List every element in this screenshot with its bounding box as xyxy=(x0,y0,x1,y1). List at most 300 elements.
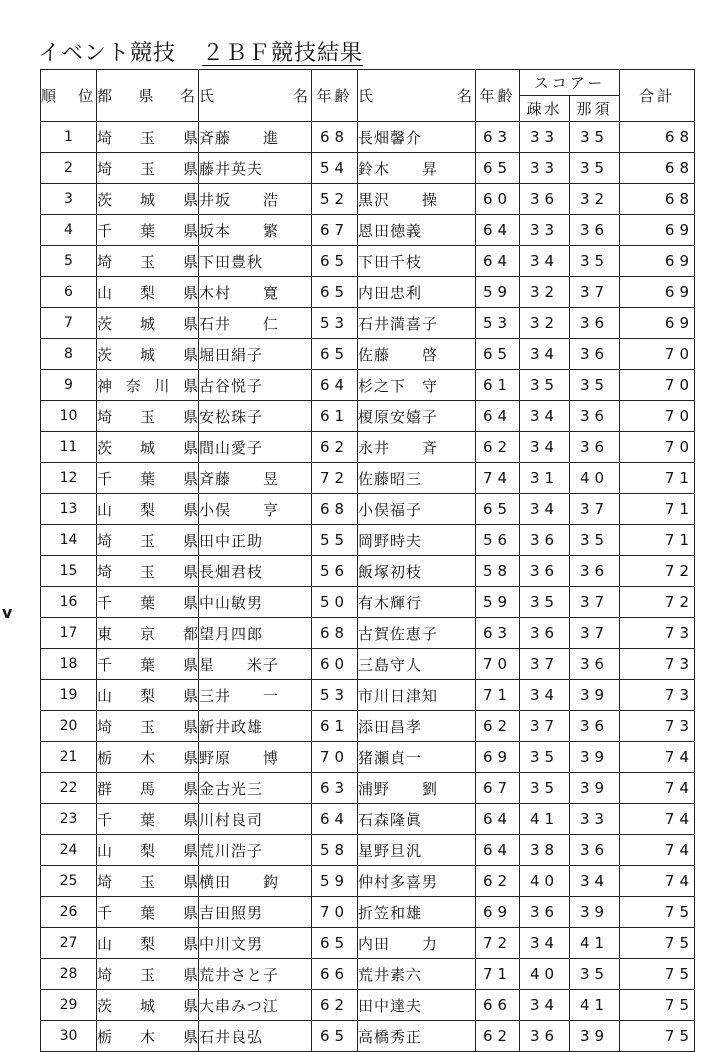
rank-cell: 3 xyxy=(41,184,97,215)
score-1-cell: 33 xyxy=(520,122,570,153)
table-row xyxy=(41,277,695,308)
prefecture-cell: 山梨県 xyxy=(97,928,199,959)
name-2-cell: 佐藤昭三 xyxy=(358,463,476,494)
age-1-cell: 65 xyxy=(312,277,358,308)
prefecture-cell: 茨城県 xyxy=(97,184,199,215)
total-cell: 70 xyxy=(620,339,695,370)
name-2-cell: 浦野 劉 xyxy=(358,773,476,804)
total-cell: 74 xyxy=(620,742,695,773)
prefecture-cell: 埼玉県 xyxy=(97,556,199,587)
header-score: スコアー xyxy=(520,70,620,96)
age-1-cell: 66 xyxy=(312,959,358,990)
total-cell: 72 xyxy=(620,587,695,618)
age-2-cell: 62 xyxy=(476,432,520,463)
score-1-cell: 34 xyxy=(520,928,570,959)
table-row xyxy=(41,649,695,680)
age-1-cell: 64 xyxy=(312,370,358,401)
score-2-cell: 36 xyxy=(570,339,620,370)
prefecture-cell: 茨城県 xyxy=(97,339,199,370)
age-1-cell: 56 xyxy=(312,556,358,587)
table-row xyxy=(41,370,695,401)
name-1-cell: 望月四郎 xyxy=(199,618,312,649)
name-1-cell: 下田豊秋 xyxy=(199,246,312,277)
rank-cell: 6 xyxy=(41,277,97,308)
name-2-cell: 有木輝行 xyxy=(358,587,476,618)
table-row xyxy=(41,215,695,246)
name-2-cell: 荒井素六 xyxy=(358,959,476,990)
name-2-cell: 岡野時夫 xyxy=(358,525,476,556)
score-1-cell: 36 xyxy=(520,618,570,649)
age-1-cell: 65 xyxy=(312,1021,358,1052)
rank-cell: 17 xyxy=(41,618,97,649)
age-2-cell: 70 xyxy=(476,649,520,680)
name-2-cell: 市川日津知 xyxy=(358,680,476,711)
score-1-cell: 34 xyxy=(520,680,570,711)
rank-cell: 12 xyxy=(41,463,97,494)
header-total: 合計 xyxy=(620,70,695,122)
table-row xyxy=(41,835,695,866)
score-2-cell: 39 xyxy=(570,773,620,804)
name-1-cell: 坂本 繁 xyxy=(199,215,312,246)
age-2-cell: 69 xyxy=(476,897,520,928)
age-2-cell: 64 xyxy=(476,246,520,277)
total-cell: 73 xyxy=(620,680,695,711)
header-age-1: 年齢 xyxy=(312,70,358,122)
table-row xyxy=(41,432,695,463)
age-1-cell: 68 xyxy=(312,122,358,153)
name-2-cell: 小俣福子 xyxy=(358,494,476,525)
age-2-cell: 71 xyxy=(476,680,520,711)
total-cell: 71 xyxy=(620,463,695,494)
prefecture-cell: 千葉県 xyxy=(97,215,199,246)
table-row xyxy=(41,897,695,928)
total-cell: 73 xyxy=(620,618,695,649)
total-cell: 73 xyxy=(620,711,695,742)
age-1-cell: 65 xyxy=(312,928,358,959)
score-2-cell: 36 xyxy=(570,649,620,680)
score-2-cell: 35 xyxy=(570,246,620,277)
table-row xyxy=(41,618,695,649)
table-row xyxy=(41,556,695,587)
age-1-cell: 53 xyxy=(312,308,358,339)
rank-cell: 1 xyxy=(41,122,97,153)
prefecture-cell: 埼玉県 xyxy=(97,959,199,990)
score-1-cell: 36 xyxy=(520,184,570,215)
score-1-cell: 33 xyxy=(520,215,570,246)
rank-cell: 4 xyxy=(41,215,97,246)
score-2-cell: 36 xyxy=(570,711,620,742)
score-2-cell: 39 xyxy=(570,742,620,773)
prefecture-cell: 千葉県 xyxy=(97,804,199,835)
age-2-cell: 71 xyxy=(476,959,520,990)
table-row xyxy=(41,525,695,556)
table-row xyxy=(41,401,695,432)
results-table xyxy=(40,69,695,1052)
prefecture-cell: 茨城県 xyxy=(97,308,199,339)
name-1-cell: 星 米子 xyxy=(199,649,312,680)
score-2-cell: 40 xyxy=(570,463,620,494)
prefecture-cell: 埼玉県 xyxy=(97,401,199,432)
total-cell: 73 xyxy=(620,649,695,680)
rank-cell: 24 xyxy=(41,835,97,866)
rank-cell: 27 xyxy=(41,928,97,959)
score-1-cell: 32 xyxy=(520,277,570,308)
total-cell: 72 xyxy=(620,556,695,587)
name-2-cell: 高橋秀正 xyxy=(358,1021,476,1052)
table-row xyxy=(41,804,695,835)
name-1-cell: 田中正助 xyxy=(199,525,312,556)
age-1-cell: 72 xyxy=(312,463,358,494)
table-row xyxy=(41,246,695,277)
name-2-cell: 杉之下 守 xyxy=(358,370,476,401)
name-1-cell: 長畑君枝 xyxy=(199,556,312,587)
score-2-cell: 41 xyxy=(570,928,620,959)
score-1-cell: 40 xyxy=(520,959,570,990)
name-1-cell: 川村良司 xyxy=(199,804,312,835)
name-1-cell: 中川文男 xyxy=(199,928,312,959)
title-main: イベント競技 xyxy=(38,41,177,66)
total-cell: 70 xyxy=(620,432,695,463)
name-2-cell: 下田千枝 xyxy=(358,246,476,277)
score-2-cell: 35 xyxy=(570,959,620,990)
age-2-cell: 64 xyxy=(476,401,520,432)
table-row xyxy=(41,990,695,1021)
name-1-cell: 野原 博 xyxy=(199,742,312,773)
name-2-cell: 長畑馨介 xyxy=(358,122,476,153)
name-2-cell: 飯塚初枝 xyxy=(358,556,476,587)
total-cell: 68 xyxy=(620,184,695,215)
name-1-cell: 石井 仁 xyxy=(199,308,312,339)
age-2-cell: 64 xyxy=(476,835,520,866)
header-rank: 順位 xyxy=(41,70,97,122)
rank-cell: 5 xyxy=(41,246,97,277)
total-cell: 75 xyxy=(620,990,695,1021)
rank-cell: 19 xyxy=(41,680,97,711)
total-cell: 68 xyxy=(620,153,695,184)
name-2-cell: 折笠和雄 xyxy=(358,897,476,928)
rank-cell: 11 xyxy=(41,432,97,463)
score-1-cell: 34 xyxy=(520,339,570,370)
prefecture-cell: 茨城県 xyxy=(97,432,199,463)
name-2-cell: 恩田徳義 xyxy=(358,215,476,246)
age-2-cell: 65 xyxy=(476,153,520,184)
name-1-cell: 横田 鈎 xyxy=(199,866,312,897)
score-2-cell: 36 xyxy=(570,215,620,246)
rank-cell: 25 xyxy=(41,866,97,897)
name-2-cell: 石井満喜子 xyxy=(358,308,476,339)
prefecture-cell: 千葉県 xyxy=(97,587,199,618)
prefecture-cell: 埼玉県 xyxy=(97,153,199,184)
score-2-cell: 37 xyxy=(570,494,620,525)
age-2-cell: 53 xyxy=(476,308,520,339)
prefecture-cell: 群馬県 xyxy=(97,773,199,804)
score-1-cell: 33 xyxy=(520,153,570,184)
name-2-cell: 古賀佐恵子 xyxy=(358,618,476,649)
prefecture-cell: 埼玉県 xyxy=(97,122,199,153)
score-2-cell: 36 xyxy=(570,401,620,432)
rank-cell: 8 xyxy=(41,339,97,370)
score-1-cell: 35 xyxy=(520,773,570,804)
name-2-cell: 内田忠利 xyxy=(358,277,476,308)
table-row xyxy=(41,494,695,525)
rank-cell: 7 xyxy=(41,308,97,339)
score-1-cell: 34 xyxy=(520,246,570,277)
table-row xyxy=(41,928,695,959)
age-1-cell: 70 xyxy=(312,742,358,773)
age-1-cell: 52 xyxy=(312,184,358,215)
table-row xyxy=(41,153,695,184)
age-1-cell: 60 xyxy=(312,649,358,680)
name-2-cell: 添田昌孝 xyxy=(358,711,476,742)
rank-cell: 22 xyxy=(41,773,97,804)
score-2-cell: 37 xyxy=(570,587,620,618)
name-2-cell: 鈴木 昇 xyxy=(358,153,476,184)
prefecture-cell: 栃木県 xyxy=(97,742,199,773)
score-1-cell: 36 xyxy=(520,1021,570,1052)
name-1-cell: 金古光三 xyxy=(199,773,312,804)
score-1-cell: 35 xyxy=(520,587,570,618)
name-1-cell: 安松珠子 xyxy=(199,401,312,432)
header-score-2: 那須 xyxy=(570,96,620,122)
rank-cell: 30 xyxy=(41,1021,97,1052)
age-1-cell: 65 xyxy=(312,246,358,277)
score-1-cell: 36 xyxy=(520,556,570,587)
score-2-cell: 36 xyxy=(570,556,620,587)
total-cell: 74 xyxy=(620,773,695,804)
prefecture-cell: 千葉県 xyxy=(97,463,199,494)
score-1-cell: 34 xyxy=(520,401,570,432)
name-1-cell: 古谷悦子 xyxy=(199,370,312,401)
prefecture-cell: 千葉県 xyxy=(97,649,199,680)
age-2-cell: 61 xyxy=(476,370,520,401)
age-2-cell: 69 xyxy=(476,742,520,773)
name-1-cell: 吉田照男 xyxy=(199,897,312,928)
total-cell: 74 xyxy=(620,866,695,897)
age-1-cell: 55 xyxy=(312,525,358,556)
name-1-cell: 藤井英夫 xyxy=(199,153,312,184)
score-2-cell: 33 xyxy=(570,804,620,835)
rank-cell: 13 xyxy=(41,494,97,525)
name-2-cell: 猪瀬貞一 xyxy=(358,742,476,773)
name-2-cell: 三島守人 xyxy=(358,649,476,680)
name-1-cell: 大串みつ江 xyxy=(199,990,312,1021)
rank-cell: 14 xyxy=(41,525,97,556)
name-1-cell: 木村 寛 xyxy=(199,277,312,308)
score-2-cell: 39 xyxy=(570,897,620,928)
total-cell: 70 xyxy=(620,401,695,432)
prefecture-cell: 茨城県 xyxy=(97,990,199,1021)
score-1-cell: 34 xyxy=(520,494,570,525)
score-2-cell: 37 xyxy=(570,277,620,308)
header-score-1: 疎水 xyxy=(520,96,570,122)
age-1-cell: 61 xyxy=(312,401,358,432)
score-2-cell: 34 xyxy=(570,866,620,897)
age-2-cell: 60 xyxy=(476,184,520,215)
total-cell: 69 xyxy=(620,308,695,339)
table-row xyxy=(41,866,695,897)
page-title xyxy=(38,40,363,68)
table-row xyxy=(41,773,695,804)
rank-cell: 16 xyxy=(41,587,97,618)
prefecture-cell: 埼玉県 xyxy=(97,525,199,556)
header-row-top xyxy=(41,70,695,96)
age-2-cell: 65 xyxy=(476,494,520,525)
prefecture-cell: 山梨県 xyxy=(97,680,199,711)
score-2-cell: 39 xyxy=(570,1021,620,1052)
name-1-cell: 中山敏男 xyxy=(199,587,312,618)
rank-cell: 20 xyxy=(41,711,97,742)
score-1-cell: 40 xyxy=(520,866,570,897)
name-1-cell: 斉藤 進 xyxy=(199,122,312,153)
score-1-cell: 36 xyxy=(520,897,570,928)
total-cell: 69 xyxy=(620,246,695,277)
score-1-cell: 38 xyxy=(520,835,570,866)
age-2-cell: 64 xyxy=(476,215,520,246)
table-row xyxy=(41,742,695,773)
name-1-cell: 荒井さと子 xyxy=(199,959,312,990)
total-cell: 75 xyxy=(620,959,695,990)
rank-cell: 26 xyxy=(41,897,97,928)
table-row xyxy=(41,587,695,618)
score-1-cell: 34 xyxy=(520,990,570,1021)
score-1-cell: 34 xyxy=(520,432,570,463)
total-cell: 75 xyxy=(620,1021,695,1052)
rank-cell: 9 xyxy=(41,370,97,401)
age-1-cell: 58 xyxy=(312,835,358,866)
header-name-1: 氏 名 xyxy=(199,70,312,122)
age-1-cell: 64 xyxy=(312,804,358,835)
name-2-cell: 石森隆眞 xyxy=(358,804,476,835)
prefecture-cell: 埼玉県 xyxy=(97,711,199,742)
prefecture-cell: 埼玉県 xyxy=(97,246,199,277)
age-1-cell: 62 xyxy=(312,432,358,463)
score-2-cell: 41 xyxy=(570,990,620,1021)
age-2-cell: 62 xyxy=(476,711,520,742)
rank-cell: 28 xyxy=(41,959,97,990)
total-cell: 68 xyxy=(620,122,695,153)
total-cell: 75 xyxy=(620,897,695,928)
age-2-cell: 64 xyxy=(476,804,520,835)
prefecture-cell: 山梨県 xyxy=(97,835,199,866)
prefecture-cell: 山梨県 xyxy=(97,277,199,308)
margin-check-mark: v xyxy=(2,603,13,622)
rank-cell: 18 xyxy=(41,649,97,680)
rank-cell: 2 xyxy=(41,153,97,184)
score-2-cell: 35 xyxy=(570,153,620,184)
score-2-cell: 36 xyxy=(570,308,620,339)
age-2-cell: 59 xyxy=(476,587,520,618)
score-2-cell: 35 xyxy=(570,122,620,153)
name-2-cell: 黒沢 操 xyxy=(358,184,476,215)
name-2-cell: 田中達夫 xyxy=(358,990,476,1021)
table-row xyxy=(41,339,695,370)
age-2-cell: 72 xyxy=(476,928,520,959)
age-1-cell: 50 xyxy=(312,587,358,618)
score-2-cell: 32 xyxy=(570,184,620,215)
score-2-cell: 35 xyxy=(570,370,620,401)
results-body xyxy=(41,122,695,1052)
total-cell: 70 xyxy=(620,370,695,401)
age-2-cell: 63 xyxy=(476,618,520,649)
name-2-cell: 永井 斉 xyxy=(358,432,476,463)
score-2-cell: 37 xyxy=(570,618,620,649)
total-cell: 75 xyxy=(620,928,695,959)
name-2-cell: 榎原安嬉子 xyxy=(358,401,476,432)
age-2-cell: 74 xyxy=(476,463,520,494)
table-row xyxy=(41,463,695,494)
name-1-cell: 石井良弘 xyxy=(199,1021,312,1052)
rank-cell: 15 xyxy=(41,556,97,587)
table-row xyxy=(41,1021,695,1052)
age-1-cell: 63 xyxy=(312,773,358,804)
age-2-cell: 63 xyxy=(476,122,520,153)
table-row xyxy=(41,711,695,742)
rank-cell: 10 xyxy=(41,401,97,432)
score-1-cell: 37 xyxy=(520,649,570,680)
name-2-cell: 仲村多喜男 xyxy=(358,866,476,897)
table-row xyxy=(41,122,695,153)
age-2-cell: 59 xyxy=(476,277,520,308)
total-cell: 69 xyxy=(620,277,695,308)
prefecture-cell: 山梨県 xyxy=(97,494,199,525)
age-1-cell: 68 xyxy=(312,494,358,525)
prefecture-cell: 埼玉県 xyxy=(97,866,199,897)
score-1-cell: 35 xyxy=(520,370,570,401)
age-2-cell: 65 xyxy=(476,339,520,370)
table-row xyxy=(41,308,695,339)
prefecture-cell: 東京都 xyxy=(97,618,199,649)
score-2-cell: 39 xyxy=(570,680,620,711)
score-2-cell: 36 xyxy=(570,835,620,866)
rank-cell: 29 xyxy=(41,990,97,1021)
name-1-cell: 荒川浩子 xyxy=(199,835,312,866)
name-2-cell: 星野旦汎 xyxy=(358,835,476,866)
age-1-cell: 67 xyxy=(312,215,358,246)
score-1-cell: 36 xyxy=(520,525,570,556)
score-1-cell: 31 xyxy=(520,463,570,494)
table-row xyxy=(41,959,695,990)
total-cell: 71 xyxy=(620,494,695,525)
age-1-cell: 54 xyxy=(312,153,358,184)
name-1-cell: 間山愛子 xyxy=(199,432,312,463)
prefecture-cell: 千葉県 xyxy=(97,897,199,928)
total-cell: 74 xyxy=(620,804,695,835)
table-row xyxy=(41,184,695,215)
age-2-cell: 66 xyxy=(476,990,520,1021)
prefecture-cell: 神奈川県 xyxy=(97,370,199,401)
header-prefecture: 都県名 xyxy=(97,70,199,122)
name-1-cell: 斉藤 昱 xyxy=(199,463,312,494)
name-2-cell: 内田 力 xyxy=(358,928,476,959)
name-1-cell: 新井政雄 xyxy=(199,711,312,742)
age-1-cell: 61 xyxy=(312,711,358,742)
title-sub: ２ＢＦ競技結果 xyxy=(202,41,364,66)
name-1-cell: 三井 一 xyxy=(199,680,312,711)
table-row xyxy=(41,680,695,711)
name-2-cell: 佐藤 啓 xyxy=(358,339,476,370)
rank-cell: 21 xyxy=(41,742,97,773)
name-1-cell: 小俣 亨 xyxy=(199,494,312,525)
name-1-cell: 堀田絹子 xyxy=(199,339,312,370)
age-2-cell: 67 xyxy=(476,773,520,804)
score-1-cell: 32 xyxy=(520,308,570,339)
age-1-cell: 68 xyxy=(312,618,358,649)
total-cell: 71 xyxy=(620,525,695,556)
total-cell: 74 xyxy=(620,835,695,866)
rank-cell: 23 xyxy=(41,804,97,835)
age-1-cell: 53 xyxy=(312,680,358,711)
total-cell: 69 xyxy=(620,215,695,246)
